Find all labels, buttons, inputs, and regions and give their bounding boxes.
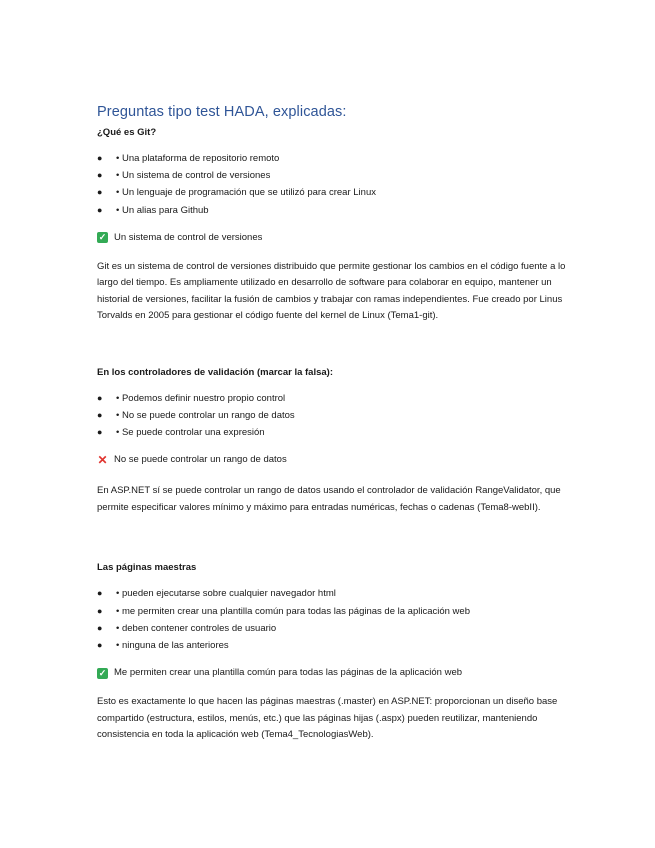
answer-line — [97, 666, 567, 680]
list-item — [97, 424, 567, 441]
options-list — [97, 585, 567, 654]
option-text: • Podemos definir nuestro propio control — [116, 392, 286, 404]
option-text: • Se puede controlar una expresión — [116, 427, 265, 439]
question-heading: En los controladores de validación (marcar la falsa): — [97, 366, 333, 378]
bullet-icon: ● — [97, 410, 103, 421]
bullet-icon: ● — [97, 170, 103, 181]
list-item — [97, 150, 567, 167]
document-title: Preguntas tipo test HADA, explicadas: — [97, 104, 347, 120]
options-list — [97, 390, 567, 442]
question-1 — [97, 127, 567, 325]
list-item — [97, 637, 567, 654]
option-text: • Un sistema de control de versiones — [116, 170, 271, 182]
list-item — [97, 202, 567, 219]
bullet-icon: ● — [97, 605, 103, 616]
list-item — [97, 390, 567, 407]
option-text: • Un alias para Github — [116, 204, 209, 216]
option-text: • deben contener controles de usuario — [116, 622, 277, 634]
option-text: • Un lenguaje de programación que se utilizó para crear Linux — [116, 187, 376, 199]
answer-text: Un sistema de control de versiones — [114, 231, 263, 243]
list-item — [97, 620, 567, 637]
answer-text: No se puede controlar un rango de datos — [114, 454, 287, 466]
answer-text: Me permiten crear una plantilla común para todas las páginas de la aplicación web — [114, 667, 463, 679]
option-text: • me permiten crear una plantilla común para todas las páginas de la aplicación web — [116, 605, 470, 617]
answer-line — [97, 453, 567, 467]
bullet-icon: ● — [97, 622, 103, 633]
document-page — [97, 104, 567, 744]
options-list — [97, 150, 567, 219]
question-3 — [97, 562, 567, 743]
list-item — [97, 585, 567, 602]
option-text: • Una plataforma de repositorio remoto — [116, 153, 280, 164]
check-icon: ✓ — [98, 232, 107, 243]
bullet-icon: ● — [97, 153, 103, 163]
bullet-icon: ● — [97, 588, 103, 599]
explanation-paragraph: En ASP.NET sí se puede controlar un rango de datos usando el controlador de validación RangeValidator, que permite especificar valores mínimo y máximo para entradas numéricas, fechas o cadenas (Tema8-webII). — [97, 485, 561, 513]
explanation-paragraph: Esto es exactamente lo que hacen las páginas maestras (.master) en ASP.NET: proporcionan un diseño base compartido (estructura, estilos, menús, etc.) que las páginas hijas (.aspx) pueden reutilizar, manteniendo consistencia en toda la aplicación web (Tema4_TecnologiasWeb). — [97, 696, 558, 741]
option-text: • pueden ejecutarse sobre cualquier navegador html — [116, 588, 336, 600]
option-text: • ninguna de las anteriores — [116, 640, 229, 652]
bullet-icon: ● — [97, 640, 103, 651]
bullet-icon: ● — [97, 187, 103, 198]
question-heading: Las páginas maestras — [97, 562, 197, 574]
bullet-icon: ● — [97, 427, 103, 438]
check-icon: ✓ — [98, 667, 107, 678]
explanation-paragraph: Git es un sistema de control de versiones distribuido que permite gestionar los cambios en el código fuente a lo largo del tiempo. Es ampliamente utilizado en desarrollo de software para colaborar en equipo, mantener un historial de versiones, facilitar la fusión de cambios y trabajar con ramas independientes. Fue creado por Linus Torvalds en 2005 para gestionar el código fuente del kernel de Linux (Tema1-git). — [97, 260, 566, 322]
bullet-icon: ● — [97, 392, 103, 403]
question-heading: ¿Qué es Git? — [97, 127, 157, 138]
list-item — [97, 407, 567, 424]
list-item — [97, 184, 567, 201]
option-text: • No se puede controlar un rango de datos — [116, 410, 295, 422]
list-item — [97, 167, 567, 184]
cross-icon: ✕ — [97, 452, 108, 467]
answer-line — [97, 231, 567, 245]
list-item — [97, 603, 567, 620]
bullet-icon: ● — [97, 204, 103, 215]
question-2 — [97, 367, 567, 517]
